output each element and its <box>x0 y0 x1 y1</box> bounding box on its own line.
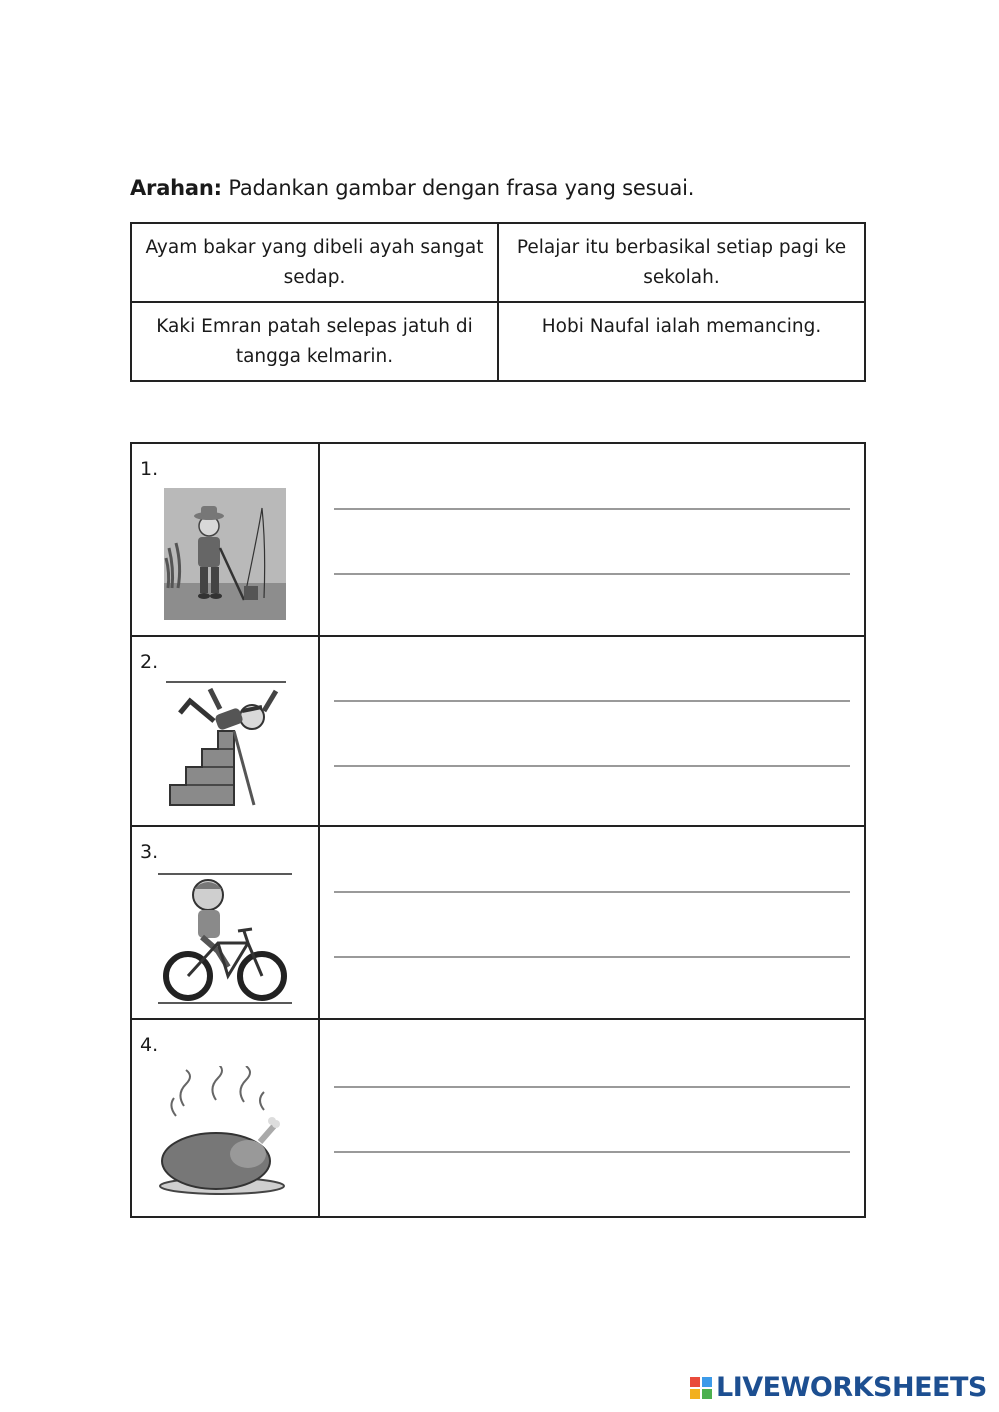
phrase-row <box>131 223 865 302</box>
phrase-cell: Kaki Emran patah selepas jatuh di tangga kelmarin. <box>131 302 498 381</box>
answer-cell[interactable] <box>319 636 865 826</box>
answer-line[interactable] <box>334 956 850 958</box>
picture-cell <box>131 636 319 826</box>
item-number: 2. <box>140 651 159 673</box>
answer-row <box>131 636 865 826</box>
item-number: 1. <box>140 458 159 480</box>
phrase-cell: Hobi Naufal ialah memancing. <box>498 302 865 381</box>
answer-line[interactable] <box>334 573 850 575</box>
phrase-cell: Ayam bakar yang dibeli ayah sangat sedap. <box>131 223 498 302</box>
item-number: 4. <box>140 1034 159 1056</box>
logo-square <box>702 1377 712 1387</box>
brand-logo <box>690 1372 987 1403</box>
instruction <box>130 176 694 200</box>
instruction-label: Arahan: <box>130 176 222 200</box>
picture-cell <box>131 1019 319 1217</box>
roast-chicken-icon <box>156 1066 288 1196</box>
picture-cell <box>131 826 319 1019</box>
bicycle-boy-icon <box>158 873 294 1005</box>
falling-stairs-icon <box>164 681 288 807</box>
answer-line[interactable] <box>334 700 850 702</box>
instruction-text: Padankan gambar dengan frasa yang sesuai. <box>228 176 695 200</box>
fishing-boy-icon <box>164 488 286 620</box>
brand-name: LIVEWORKSHEETS <box>716 1372 987 1403</box>
answer-row <box>131 826 865 1019</box>
logo-square <box>690 1377 700 1387</box>
answer-line[interactable] <box>334 765 850 767</box>
logo-square <box>702 1389 712 1399</box>
item-number: 3. <box>140 841 159 863</box>
answer-line[interactable] <box>334 1086 850 1088</box>
answer-cell[interactable] <box>319 1019 865 1217</box>
picture-cell <box>131 443 319 636</box>
phrase-row <box>131 302 865 381</box>
answer-cell[interactable] <box>319 826 865 1019</box>
answer-row <box>131 443 865 636</box>
answer-line[interactable] <box>334 508 850 510</box>
answer-line[interactable] <box>334 1151 850 1153</box>
logo-square <box>690 1389 700 1399</box>
phrase-cell: Pelajar itu berbasikal setiap pagi ke sekolah. <box>498 223 865 302</box>
answer-table <box>130 442 866 1218</box>
liveworksheets-icon <box>690 1377 712 1399</box>
answer-row <box>131 1019 865 1217</box>
answer-cell[interactable] <box>319 443 865 636</box>
phrase-table <box>130 222 866 382</box>
answer-line[interactable] <box>334 891 850 893</box>
